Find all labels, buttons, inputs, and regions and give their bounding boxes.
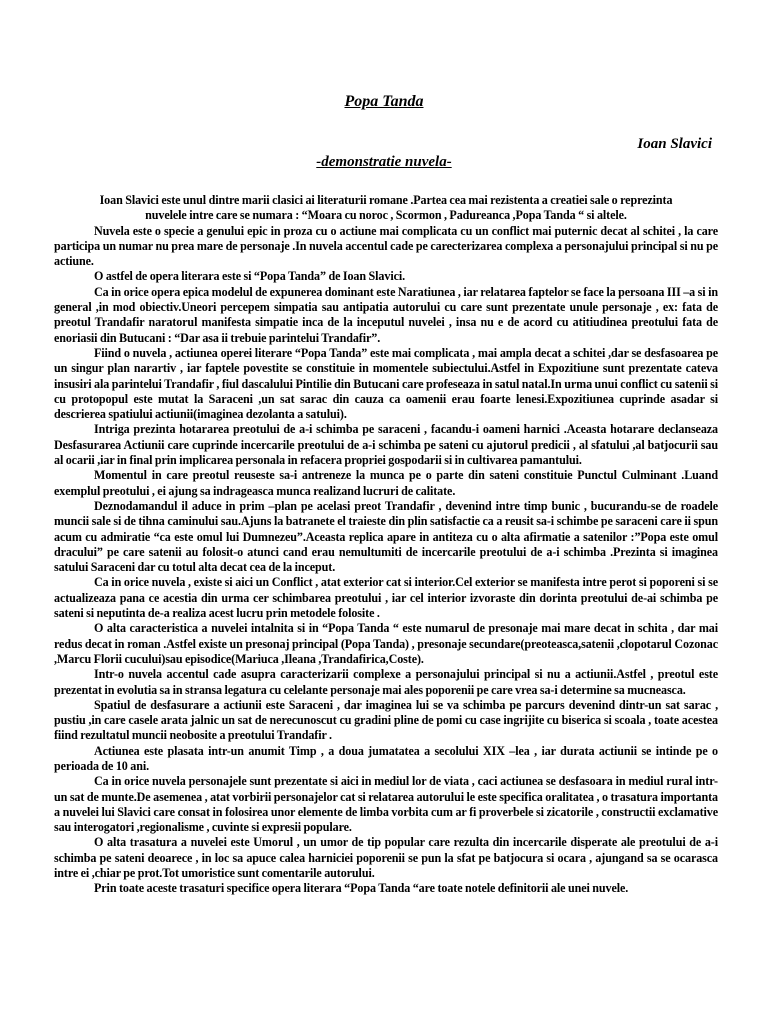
paragraph-7: Momentul in care preotul reuseste sa-i antreneze la munca pe o parte din sateni constituie Punctul Culminant .Luand exemplul preotului , ei ajung sa indrageasca munca realizand lucruri de calitate.: [54, 468, 718, 498]
document-subtitle: -demonstratie nuvela-: [316, 154, 452, 170]
paragraph-13: Actiunea este plasata intr-un anumit Timp , a doua jumatatea a secolului XIX –lea , iar durata actiunii se intinde pe o perioada de 10 ani.: [54, 743, 718, 773]
paragraph-6: Intriga prezinta hotararea preotului de a-i schimba pe saraceni , facandu-i oameni harnici .Aceasta hotarare declanseaza Desfasurarea Actiunii care cuprinde incercarile preotului de a-i schimba pe sateni cu ajutorul predicii , al sfatului ,al batjocurii sau al ocarii ,iar in final prin implicarea personala in refacera propriei gospodarii si in cultivarea pamantului.: [54, 422, 718, 468]
paragraph-4: Ca in orice opera epica modelul de expunerea dominant este Naratiunea , iar relatarea faptelor se face la persoana III –a si in general ,in mod obiectiv.Uneori percepem simpatia sau antipatia autorului cu care sunt prezentate unule personaje , ex: fata de preotul Trandafir naratorul manifesta simpatie inca de la inceputul nuvelei , insa nu e de acord cu atitiudinea preotului fata de enoriasii din Butucani : “Dar asa ii trebuie parintelui Trandafir”.: [54, 284, 718, 345]
paragraph-12: Spatiul de desfasurare a actiunii este Saraceni , dar imaginea lui se va schimba pe parcurs devenind dintr-un sat sarac , pustiu ,in care casele arata jalnic un sat de nerecunoscut cu gradini pline de pomi cu case ingrijite cu biserica si scoala , toate acestea fiind rezultatul muncii neobosite a preotului Trandafir .: [54, 697, 718, 743]
paragraph-16: Prin toate aceste trasaturi specifice opera literara “Popa Tanda “are toate notele definitorii ale unei nuvele.: [94, 881, 629, 896]
paragraph-5: Fiind o nuvela , actiunea operei literare “Popa Tanda” este mai complicata , mai ampla decat a schitei ,dar se desfasoarea pe un singur plan narartiv , iar faptele povestite se constituie in momentele subiectului.Astfel in Expozitiune sunt prezentate cateva insusiri ala parintelui Trandafir , fiul dascalului Pintilie din Butucani care profeseaza in satul natal.In urma unui conflict cu satenii si cu protopopul este mutat la Saraceni ,un sat sarac din cauza ca oamenii erau foarte lenesi.Expozitiunea cuprinde asadar si descrierea spatiului actiunii(imaginea dezolanta a satului).: [54, 345, 718, 422]
paragraph-8: Deznodamandul il aduce in prim –plan pe acelasi preot Trandafir , devenind intre timp bunic , bucurandu-se de roadele muncii sale si de tihna caminului sau.Ajuns la batranete el traieste din plin satisfactie ca a reusit sa-i schimbe pe saraceni care ii spun acum cu admiratie “ca este omul lui Dumnezeu”.Aceasta replica apare in antiteza cu o alta afirmatie a satenilor :”Popa este omul dracului” pe care satenii au folosit-o atunci cand erau nemultumiti de incercarile preotului de a-i schimba .Prezinta si imaginea satului Saraceni dar cu totul alta decat cea de la inceput.: [54, 498, 718, 575]
paragraph-10: O alta caracteristica a nuvelei intalnita si in “Popa Tanda “ este numarul de presonaje mai mare decat in schita , dar mai redus decat in roman .Astfel existe un presonaj principal (Popa Tanda) , presonaje secundare(preoteasca,satenii ,clopotarul Cozonac ,Marcu Florii cucului)sau episodice(Mariuca ,Ileana ,Trandafirica,Coste).: [54, 621, 718, 666]
document-title: Popa Tanda: [344, 93, 424, 110]
document-body: [54, 193, 718, 897]
paragraph-1: Ioan Slavici este unul dintre marii clasici ai literaturii romane .Partea cea mai rezistenta a creatiei sale o reprezinta nuvelele intre care se numara : “Moara cu noroc , Scormon , Padureanca ,Popa Tanda “ si altele.: [99, 193, 673, 223]
document-author: Ioan Slavici: [637, 136, 712, 152]
paragraph-11: Intr-o nuvela accentul cade asupra caracterizarii complexe a personajului principal si nu a actiunii.Astfel , preotul este prezentat in evolutia sa in stransa legatura cu celelante personaje mai ales poporenii pe care vrea sa-i determine sa mucneasca.: [54, 667, 718, 697]
paragraph-15: O alta trasatura a nuvelei este Umorul , un umor de tip popular care rezulta din incercarile disperate ale preotului de a-i schimba pe sateni deoarece , in loc sa apuce calea harniciei poporenii se pun la sfat pe batjocura si ocara , ajungand sa se ocarasca intre ei ,chiar pe prot.Tot umoristice sunt comentarile autorului.: [54, 835, 718, 881]
paragraph-2: Nuvela este o specie a genului epic in proza cu o actiune mai complicata cu un conflict mai puternic decat al schitei , la care participa un numar nu prea mare de personaje .In nuvela accentul cade pe carecterizarea complexa a personajului principal si nu pe actiune.: [54, 223, 718, 269]
paragraph-9: Ca in orice nuvela , existe si aici un Conflict , atat exterior cat si interior.Cel exterior se manifesta intre perot si poporeni si se actualizeaza pana ce acestia din urma cer schimbarea preotului , iar cel interior izvoraste din dorinta preotului de-ai schimba pe sateni si neputinta de-a realiza acest lucru prin metodele folosite .: [54, 575, 718, 621]
paragraph-3: O astfel de opera literara este si “Popa Tanda” de Ioan Slavici.: [94, 269, 406, 284]
paragraph-14: Ca in orice nuvela personajele sunt prezentate si aici in mediul lor de viata , caci actiunea se desfasoara in mediul rural intr-un sat de munte.De asemenea , atat vorbirii personajelor cat si relatarea autorului le este specifica oralitatea , o trasatura importanta a nuvelei lui Slavici care consat in folosirea unor elemente de limba vorbita cum ar fi proverbele si zicatorile , constructii exclamative sau interogatori ,regionalisme , cuvinte si expresii populare.: [54, 774, 718, 835]
